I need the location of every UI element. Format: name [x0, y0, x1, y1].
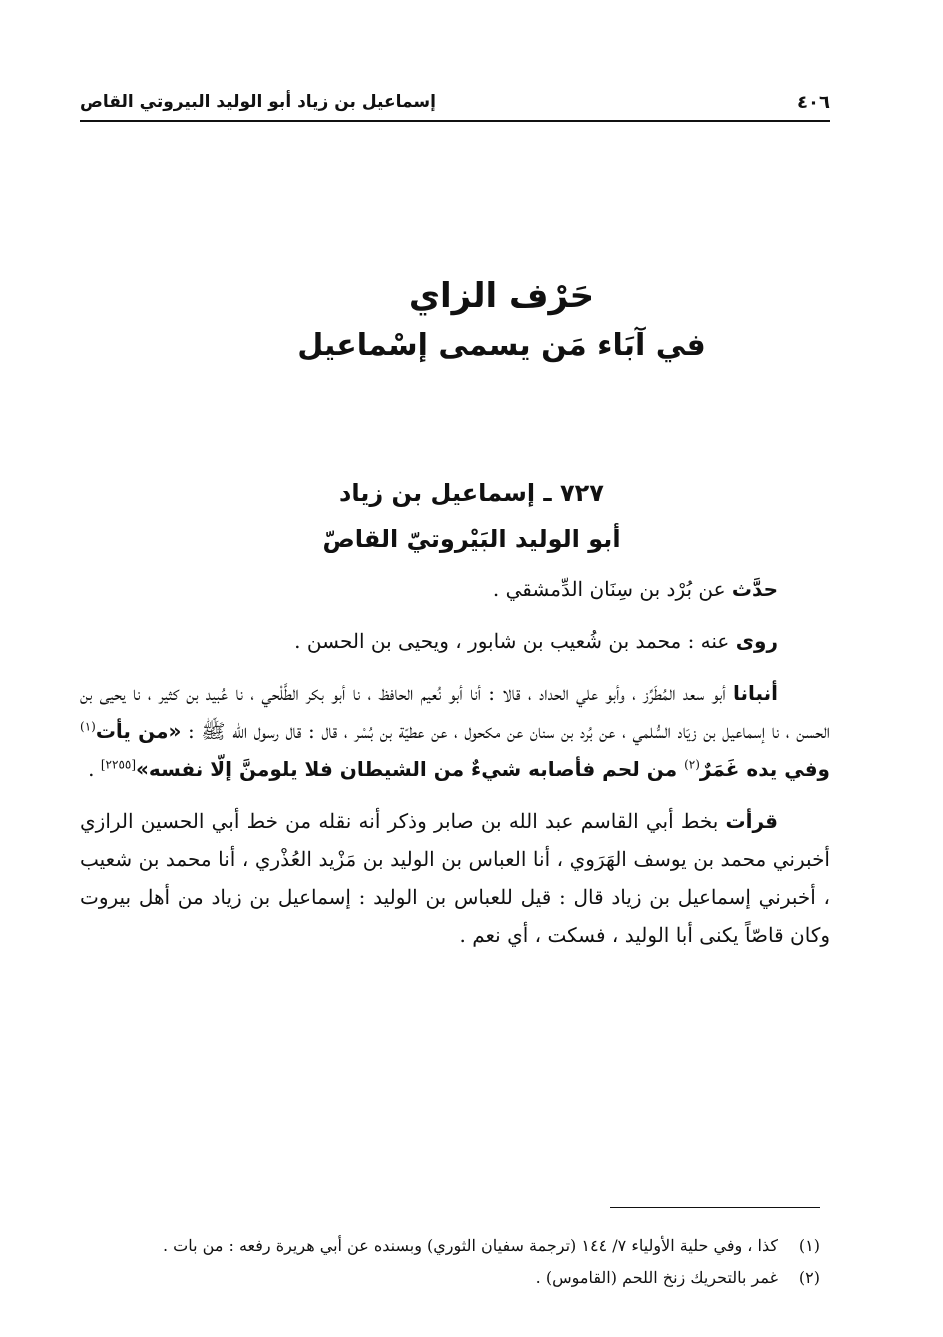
hadith-reference-number: [٢٢٥٥]: [100, 757, 137, 772]
entry-title: ٧٢٧ ـ إسماعيل بن زياد: [339, 479, 604, 507]
chapter-title: حَرْف الزاي: [408, 276, 595, 316]
footnote-number: (٢): [798, 1268, 820, 1287]
running-title: إسماعيل بن زياد أبو الوليد البيروتي القاص: [80, 92, 436, 112]
paragraph-lead: روى: [735, 629, 778, 653]
entry-kunya: أبو الوليد البَيْروتيّ القاصّ: [322, 525, 621, 553]
footnote-number: (١): [798, 1236, 820, 1255]
paragraph-narrated: [80, 570, 830, 608]
paragraph-lead: أنبانا: [732, 681, 778, 705]
paragraph-hadith: [80, 674, 830, 788]
paragraph-text: عن بُرْد بن سِنَان الدِّمشقي .: [492, 577, 732, 601]
running-header: [80, 84, 830, 122]
hadith-quote-3: من لحم فأصابه شيءٌ من الشيطان فلا يلومنَّ إلّا نفسه»: [136, 757, 685, 781]
footnote-text: غمر بالتحريك زنخ اللحم (القاموس) .: [535, 1268, 778, 1287]
entry-heading: [0, 470, 943, 562]
entry-body: [80, 570, 830, 968]
paragraph-read: [80, 802, 830, 954]
paragraph-narrators: [80, 622, 830, 660]
chapter-subtitle: في آبَاء مَن يسمى إسْماعيل: [297, 328, 706, 363]
hadith-quote-2: وفي يده غَمَرٌ: [699, 757, 830, 781]
paragraph-text: بخط أبي القاسم عبد الله بن صابر وذكر أنه نقله من خط أبي الحسين الرازي أخبرني محمد بن يوسف الهَرَوي ، أنا العباس بن الوليد بن مَزْيد العُذْري ، أنا محمد بن شعيب ، أخبرني إسماعيل بن زياد قال : قيل للعباس بن الوليد : إسماعيل بن زياد من أهل بيروت وكان قاصّاً يكنى أبا الوليد ، فسكت ، أي نعم .: [80, 809, 830, 947]
paragraph-text: عنه : محمد بن شُعيب بن شابور ، ويحيى بن الحسن .: [294, 629, 736, 653]
hadith-quote-1: «من يأت: [95, 719, 182, 743]
paragraph-text: أبو سعد المُطَرِّز ، وأبو علي الحداد ، قالا : أنا أبو نُعيم الحافظ ، نا أبو بكر الطَّلْحي ، نا عُبيد بن كثير ، نا يحيى بن الحسن ، نا إسماعيل بن زيَاد السُّلمي ، عن بُرد بن سنان عن مكحول ، عن عطيّة بن بُسْر ، قال : قال رسول الله ﷺ :: [80, 681, 831, 743]
paragraph-end: .: [88, 757, 101, 781]
footnote-divider: [610, 1207, 820, 1208]
paragraph-lead: حدَّث: [731, 577, 778, 601]
page-number: ٤٠٦: [797, 91, 830, 113]
footnote-2: [80, 1262, 820, 1294]
footnote-text: كذا ، وفي حلية الأولياء ٧/ ١٤٤ (ترجمة سفيان الثوري) وبسنده عن أبي هريرة رفعه : من بات .: [163, 1236, 778, 1255]
footnote-1: [80, 1230, 820, 1262]
chapter-heading: [0, 270, 943, 370]
footnote-marker-1: (١): [80, 719, 96, 734]
footnote-marker-2: (٢): [684, 757, 700, 772]
footnotes: [80, 1230, 820, 1294]
paragraph-lead: قرأت: [725, 809, 778, 833]
